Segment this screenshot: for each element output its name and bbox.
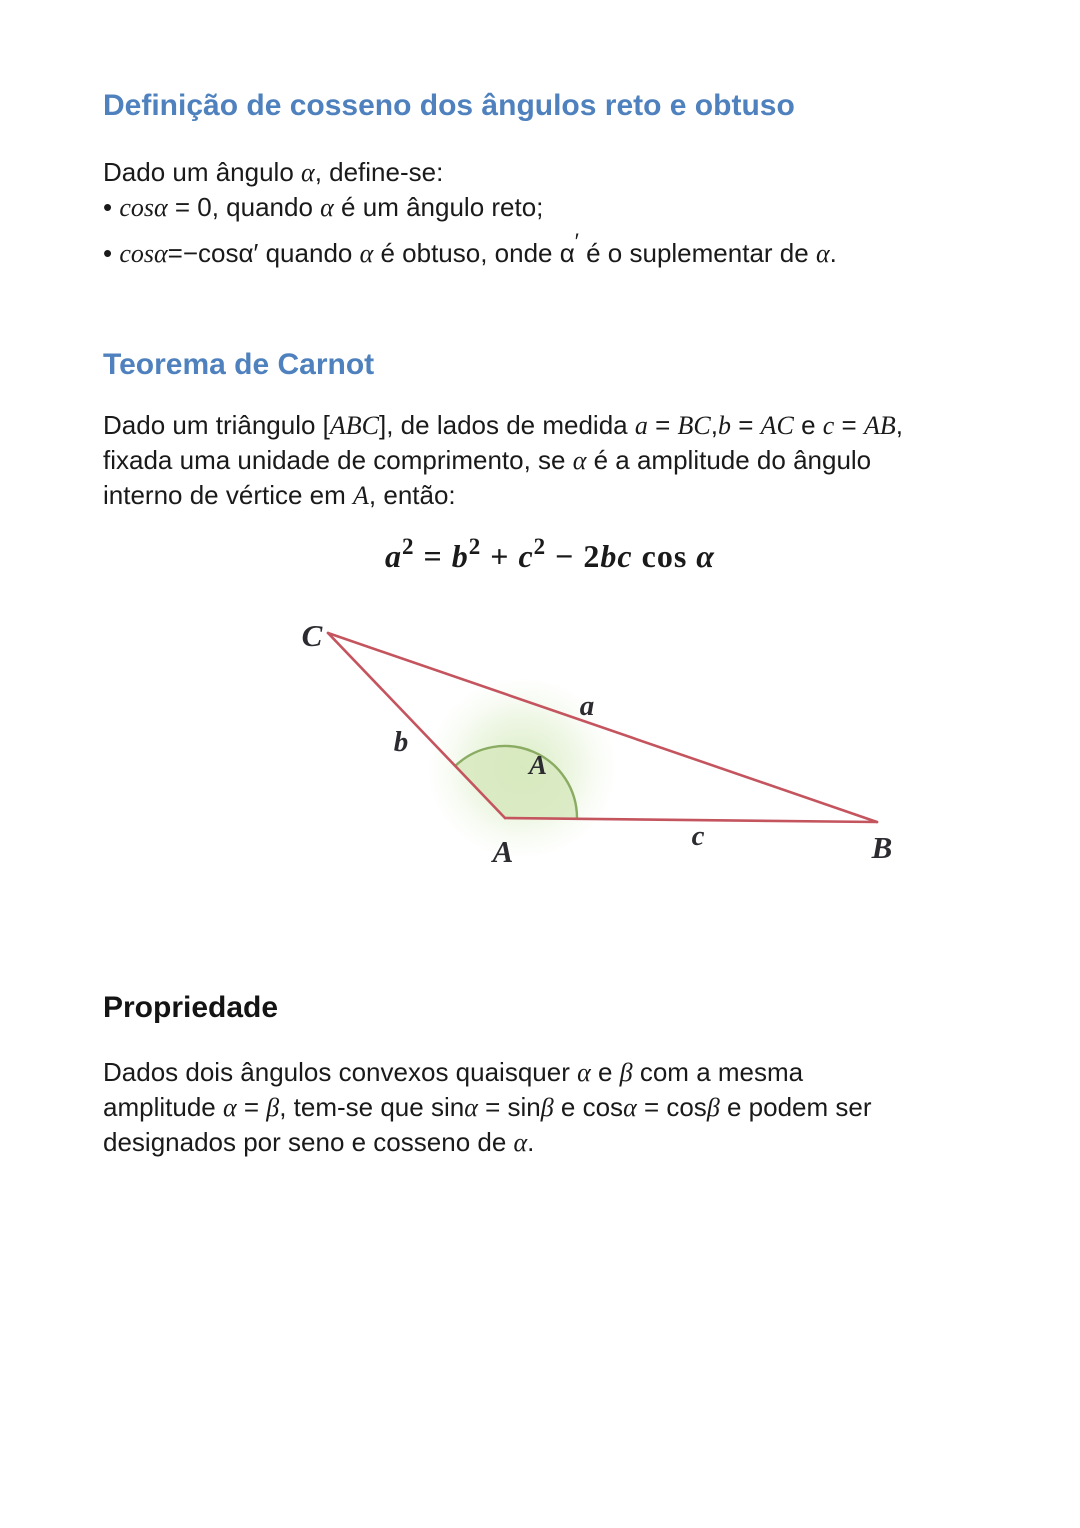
text-run: e podem ser <box>719 1092 872 1122</box>
text-run: a <box>634 411 648 440</box>
text-run: Dados dois ângulos convexos quaisquer <box>103 1057 578 1087</box>
text-run: é um ângulo reto; <box>333 192 544 222</box>
text-run: b <box>451 538 469 574</box>
cosseno-bullet-obtuso <box>103 229 837 272</box>
text-run: α <box>464 1093 478 1122</box>
carnot-triangle-figure <box>270 600 930 870</box>
text-run: ′ <box>574 229 579 254</box>
text-run: b <box>717 411 731 440</box>
text-run: • <box>103 192 120 222</box>
text-run: • <box>103 238 120 268</box>
text-run: é a amplitude do ângulo <box>586 445 872 475</box>
text-run: . <box>829 238 837 268</box>
text-run: é o suplementar de <box>578 238 816 268</box>
text-run: α <box>222 1093 237 1122</box>
text-run: α <box>577 1058 591 1087</box>
text-run: + <box>481 538 519 574</box>
text-run: ABC <box>329 411 380 440</box>
text-run: amplitude <box>103 1092 223 1122</box>
text-run: α <box>359 239 374 268</box>
text-run: AC <box>760 411 794 440</box>
text-run: α <box>815 239 830 268</box>
text-run: AB <box>863 411 896 440</box>
angle-a-label: A <box>528 750 548 780</box>
text-run: Dado um ângulo <box>103 157 302 187</box>
text-run: c <box>822 411 835 440</box>
text-run: . <box>527 1127 535 1157</box>
text-run: = <box>647 410 678 440</box>
carnot-line-2 <box>103 443 903 478</box>
side-b-label: b <box>393 726 409 758</box>
heading-definicao-cosseno: Definição de cosseno dos ângulos reto e obtuso <box>103 89 795 122</box>
text-run: fixada uma unidade de comprimento, se <box>103 445 573 475</box>
propriedade-paragraph <box>103 1055 872 1160</box>
propriedade-line-1 <box>103 1055 872 1090</box>
side-a-label: a <box>579 690 595 722</box>
text-run: cosα <box>119 193 168 222</box>
text-run: =−cosα′ quando <box>167 238 360 268</box>
cosseno-intro-line <box>103 155 443 190</box>
text-run: e <box>590 1057 620 1087</box>
text-run: ], de lados de medida <box>379 410 635 440</box>
propriedade-line-3 <box>103 1125 872 1160</box>
text-run: interno de vértice em <box>103 480 354 510</box>
text-run: c <box>518 538 534 574</box>
text-run: α <box>623 1093 637 1122</box>
text-run: = sin <box>477 1092 541 1122</box>
side-c-label: c <box>691 820 705 852</box>
text-run: 2 <box>468 534 482 559</box>
text-run: 2 <box>402 534 415 559</box>
text-run: , <box>710 410 718 440</box>
text-run: , <box>895 410 903 440</box>
text-run: Dado um triângulo [ <box>103 410 330 440</box>
text-run: α <box>301 158 315 187</box>
text-run: α <box>513 1128 528 1157</box>
text-run: β <box>540 1093 554 1122</box>
carnot-formula <box>385 534 715 575</box>
vertex-c-label: C <box>301 618 323 653</box>
text-run: β <box>619 1058 633 1087</box>
text-run: designados por seno e cosseno de <box>103 1127 514 1157</box>
text-run: β <box>706 1093 720 1122</box>
text-run: BC <box>677 411 711 440</box>
text-run: α <box>572 446 587 475</box>
text-run: e <box>793 410 823 440</box>
heading-teorema-carnot: Teorema de Carnot <box>103 348 375 381</box>
text-run: = <box>236 1092 267 1122</box>
text-run: = <box>834 410 864 440</box>
cosseno-bullet-reto <box>103 190 543 225</box>
vertex-a-label: A <box>492 834 514 869</box>
text-run: 2 <box>533 534 547 559</box>
text-run: , tem-se que sin <box>279 1092 465 1122</box>
carnot-line-3 <box>103 478 903 513</box>
text-run: = 0, quando <box>167 192 321 222</box>
text-run: cosα <box>119 239 168 268</box>
heading-propriedade: Propriedade <box>103 991 279 1024</box>
text-run: A <box>353 481 369 510</box>
text-run: , define-se: <box>314 157 444 187</box>
text-run: e cos <box>553 1092 624 1122</box>
text-run: α <box>696 538 715 574</box>
text-run: bc <box>600 538 633 574</box>
propriedade-line-2 <box>103 1090 872 1125</box>
carnot-paragraph <box>103 408 903 513</box>
text-run: α <box>320 193 334 222</box>
text-run: β <box>266 1093 280 1122</box>
text-run: = <box>730 410 761 440</box>
vertex-b-label: B <box>871 830 893 865</box>
carnot-line-1 <box>103 408 903 443</box>
text-run: − 2 <box>546 538 601 574</box>
text-run: = cos <box>636 1092 707 1122</box>
text-run: , então: <box>368 480 456 510</box>
text-run: com a mesma <box>632 1057 804 1087</box>
text-run: = <box>414 538 452 574</box>
text-run: cos <box>632 538 697 574</box>
text-run: a <box>385 538 402 574</box>
text-run: é obtuso, onde α <box>373 238 575 268</box>
triangle-svg <box>270 600 930 870</box>
